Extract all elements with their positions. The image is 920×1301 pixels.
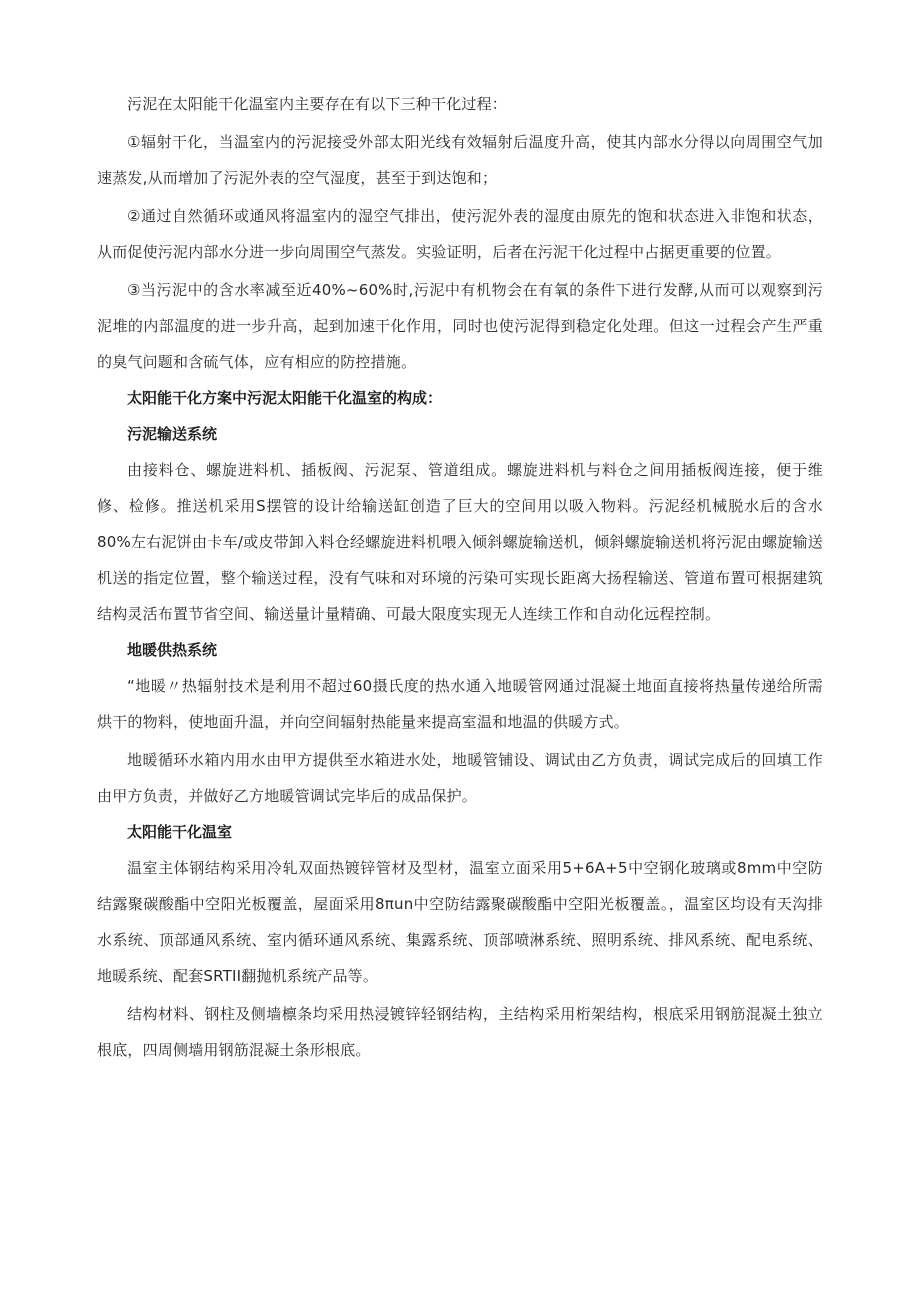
process-1-paragraph: ①辐射干化，当温室内的污泥接受外部太阳光线有效辐射后温度升高，使其内部水分得以向周围空气加速蒸发,从而增加了污泥外表的空气湿度，甚至于到达饱和； — [97, 133, 823, 187]
process-2-paragraph: ②通过自然循环或通风将温室内的湿空气排出，使污泥外表的湿度由原先的饱和状态进入非饱和状态，从而促使污泥内部水分进一步向周围空气蒸发。实验证明，后者在污泥干化过程中占据更重要的位置。 — [97, 207, 823, 261]
section-heading: 太阳能干化方案中污泥太阳能干化温室的构成： — [127, 389, 443, 407]
process-3-paragraph: ③当污泥中的含水率减至近40%~60%时,污泥中有机物会在有氧的条件下进行发酵,从而可以观察到污泥堆的内部温度的进一步升高，起到加速干化作用，同时也使污泥得到稳定化处理。但这一过程会产生严重的臭气问题和含硫气体，应有相应的防控措施。 — [97, 281, 823, 371]
floor-heating-paragraph-1: “地暖〃热辐射技术是利用不超过60摄氏度的热水通入地暖管网通过混凝土地面直接将热量传递给所需烘干的物料，使地面升温，并向空间辐射热能量来提高室温和地温的供暖方式。 — [97, 677, 823, 731]
greenhouse-heading: 太阳能干化温室 — [127, 823, 233, 841]
intro-paragraph: 污泥在太阳能干化温室内主要存在有以下三种干化过程： — [127, 95, 508, 113]
floor-heating-paragraph-2: 地暖循环水箱内用水由甲方提供至水箱进水处，地暖管铺设、调试由乙方负责，调试完成后的回填工作由甲方负责，并做好乙方地暖管调试完毕后的成品保护。 — [97, 751, 823, 805]
floor-heating-heading: 地暖供热系统 — [127, 641, 218, 659]
conveying-heading: 污泥输送系统 — [127, 425, 218, 443]
greenhouse-paragraph-1: 温室主体钢结构采用冷轧双面热镀锌管材及型材，温室立面采用5+6A+5中空钢化玻璃或8mm中空防结露聚碳酸酯中空阳光板覆盖，屋面采用8πun中空防结露聚碳酸酯中空阳光板覆盖。，温室区均设有天沟排水系统、顶部通风系统、室内循环通风系统、集露系统、顶部喷淋系统、照明系统、排风系统、配电系统、地暖系统、配套SRTII翻抛机系统产品等。 — [97, 859, 823, 985]
greenhouse-paragraph-2: 结构材料、钢柱及侧墙檩条均采用热浸镀锌轻钢结构，主结构采用桁架结构，根底采用钢筋混凝土独立根底，四周侧墙用钢筋混凝土条形根底。 — [97, 1005, 823, 1059]
document-page — [97, 86, 823, 1068]
conveying-paragraph: 由接料仓、螺旋进料机、插板阀、污泥泵、管道组成。螺旋进料机与料仓之间用插板阀连接，便于维修、检修。推送机采用S摆管的设计给输送缸创造了巨大的空间用以吸入物料。污泥经机械脱水后的含水80%左右泥饼由卡车/或皮带卸入料仓经螺旋进料机喂入倾斜螺旋输送机，倾斜螺旋输送机将污泥由螺旋输送机送的指定位置，整个输送过程，没有气味和对环境的污染可实现长距离大扬程输送、管道布置可根据建筑结构灵活布置节省空间、输送量计量精确、可最大限度实现无人连续工作和自动化远程控制。 — [97, 461, 823, 623]
